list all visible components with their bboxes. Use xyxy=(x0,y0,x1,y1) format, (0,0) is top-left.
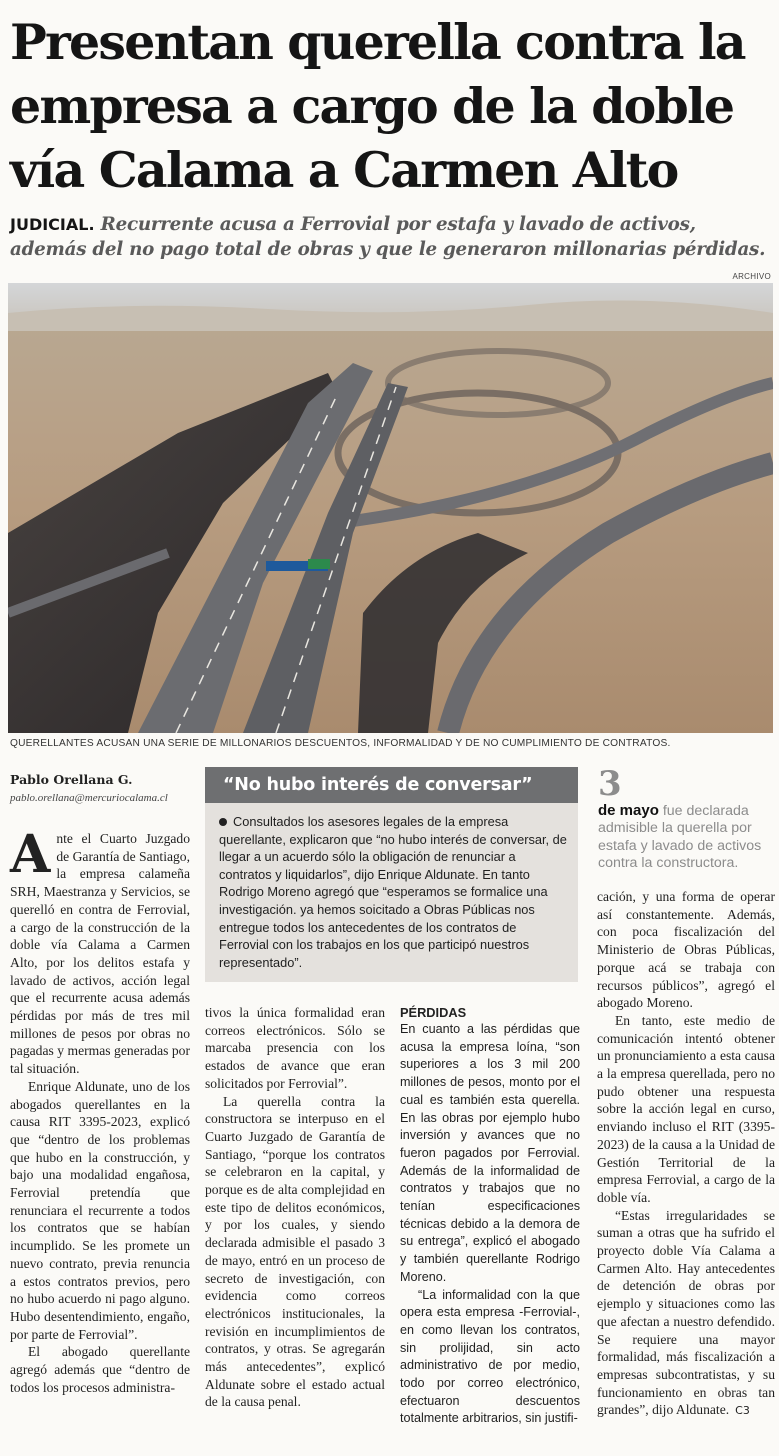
fact-highlight xyxy=(598,764,776,872)
fact-number: 3 xyxy=(598,764,622,804)
author-email[interactable]: pablo.orellana@mercuriocalama.cl xyxy=(10,792,168,804)
author-name: Pablo Orellana G. xyxy=(10,772,133,787)
subheading: PÉRDIDAS xyxy=(400,1005,467,1020)
paragraph: Ante el Cuarto Juzgado de Garantía de Santiago, la empresa calameña SRH, Maestranza y Servicios, se querelló en contra de Ferrovial, a cargo de la construcción de la doble vía Calama a Carmen Alto, por los delitos estafa y lavado de activos, acción legal que el recurrente acusa además pérdidas por más de tres mil millones de pesos por obras no pagadas y mermas generadas por tal situación. xyxy=(10,824,190,1077)
headline-line-2: empresa a cargo de la doble xyxy=(10,77,734,135)
quote-box-title: “No hubo interés de conversar” xyxy=(205,767,578,803)
paragraph: En cuanto a las pérdidas que acusa la empresa loína, “son superiores a los 3 mil 200 millones de pesos, monto por el cual es también esta querella. En las obras por ejemplo hubo inversión y avances que no fueron pagados por Ferrovial. Además de la informalidad de contratos y trabajos que no tenían especificaciones técnicas debido a la demora de su entrega”, explicó el abogado y también querellante Rodrigo Moreno. xyxy=(400,1022,580,1284)
paragraph: “La informalidad con la que opera esta empresa -Ferrovial-, en como llevan los contratos, sin prolijidad, sin acto administrativo de por medio, todo por correo electrónico, efectuaron descuentos totalmente arbitrarios, sin justifi- xyxy=(400,1287,580,1426)
drop-cap: A xyxy=(10,824,51,885)
article-photo xyxy=(8,283,773,733)
headline-line-1: Presentan querella contra la xyxy=(10,13,745,71)
paragraph: El abogado querellante agregó además que “dentro de todos los procesos administra- xyxy=(10,1344,190,1395)
quote-box xyxy=(205,767,578,982)
bullet-icon xyxy=(219,818,227,826)
article-column-3 xyxy=(400,1004,580,1428)
article-column-1 xyxy=(10,824,190,1397)
article-column-4 xyxy=(597,888,775,1420)
quote-box-text: Consultados los asesores legales de la empresa querellante, explicaron que “no hubo interés de conversar, de llegar a un acuerdo sólo la obligación de renunciar a contratos y liquidarlos”, dijo Enrique Aldunate. En tanto Rodrigo Moreno agregó que “esperamos se formalice una investigación. ya hemos soicitado a Obras Públicas nos entregue todos los antecedentes de los contratos de Ferrovial con los trabajos en los que participó nuestros representado”. xyxy=(219,814,567,970)
section-tag: JUDICIAL. xyxy=(10,215,95,234)
photo-caption: QUERELLANTES ACUSAN UNA SERIE DE MILLONARIOS DESCUENTOS, INFORMALIDAD Y DE NO CUMPLIMIENTO DE CONTRATOS. xyxy=(10,738,671,749)
headline-line-3: vía Calama a Carmen Alto xyxy=(10,141,678,199)
paragraph: En tanto, este medio de comunicación intentó obtener un pronunciamiento a esta causa a la empresa querellada, pero no pudo obtener una respuesta sobre la acción legal en curso, enviando incluso el RIT (3395-2023) de la causa a la Unidad de Gestión Territorial de la empresa Ferrovial, a cargo de la doble vía. xyxy=(597,1012,775,1205)
photo-credit: ARCHIVO xyxy=(732,272,771,281)
end-mark: C3 xyxy=(735,1404,750,1418)
fact-text: de mayo fue declarada admisible la querella por estafa y lavado de activos contra la constructora. xyxy=(598,802,762,871)
paragraph: tivos la única formalidad eran correos electrónicos. Sólo se marcaba presencia con los estados de avance que eran solicitados por Ferrovial”. xyxy=(205,1005,385,1091)
lead-paragraph xyxy=(10,212,775,262)
paragraph: cación, y una forma de operar así constantemente. Además, con poca fiscalización del Ministerio de Obras Públicas, porque acá se trabaja con recursos públicos”, agregó el abogado Moreno. xyxy=(597,889,775,1011)
paragraph: “Estas irregularidades se suman a otras que ha sufrido el proyecto doble Vía Calama a Carmen Alto. Hay antecedentes de detención de obras por ejemplo y situaciones como las que afectan a nuestro defendido. Se requiere una mayor formalidad, más fiscalización a empresas subcontratistas, y su funcionamiento en obras tan grandes”, dijo Aldunate. C3 xyxy=(597,1207,775,1418)
article-column-2 xyxy=(205,1004,385,1411)
headline xyxy=(10,10,772,202)
paragraph: Enrique Aldunate, uno de los abogados querellantes en la causa RIT 3395-2023, explicó que “dentro de los problemas que hubo en la construcción, y bajo una modalidad engañosa, Ferrovial pretendía que renunciara el recurrente a todos los contratos que se habían incumplido. Se les promete un nuevo contrato, previa renuncia a estos contratos previos, pero no hubo acuerdo ni pago alguno. Hubo desentendimiento, engaño, por parte de Ferrovial”. xyxy=(10,1078,190,1342)
paragraph: La querella contra la constructora se interpuso en el Cuarto Juzgado de Garantía de Santiago, “porque los contratos se celebraron en la capital, y porque es de alta complejidad en este tipo de delitos económicos, y por los cuales, y siendo declarada admisible el pasado 3 de mayo, entró en un proceso de secreto de investigación, con evidencia como correos electrónicos institucionales, la revisión en incumplimientos de contratos, y otras. Se agregarán más antecedentes”, explicó Aldunate sobre el estado actual de la causa penal. xyxy=(205,1093,385,1410)
lead-text: Recurrente acusa a Ferrovial por estafa y lavado de activos, además del no pago total de obras y que le generaron millonarias pérdidas. xyxy=(10,214,766,260)
